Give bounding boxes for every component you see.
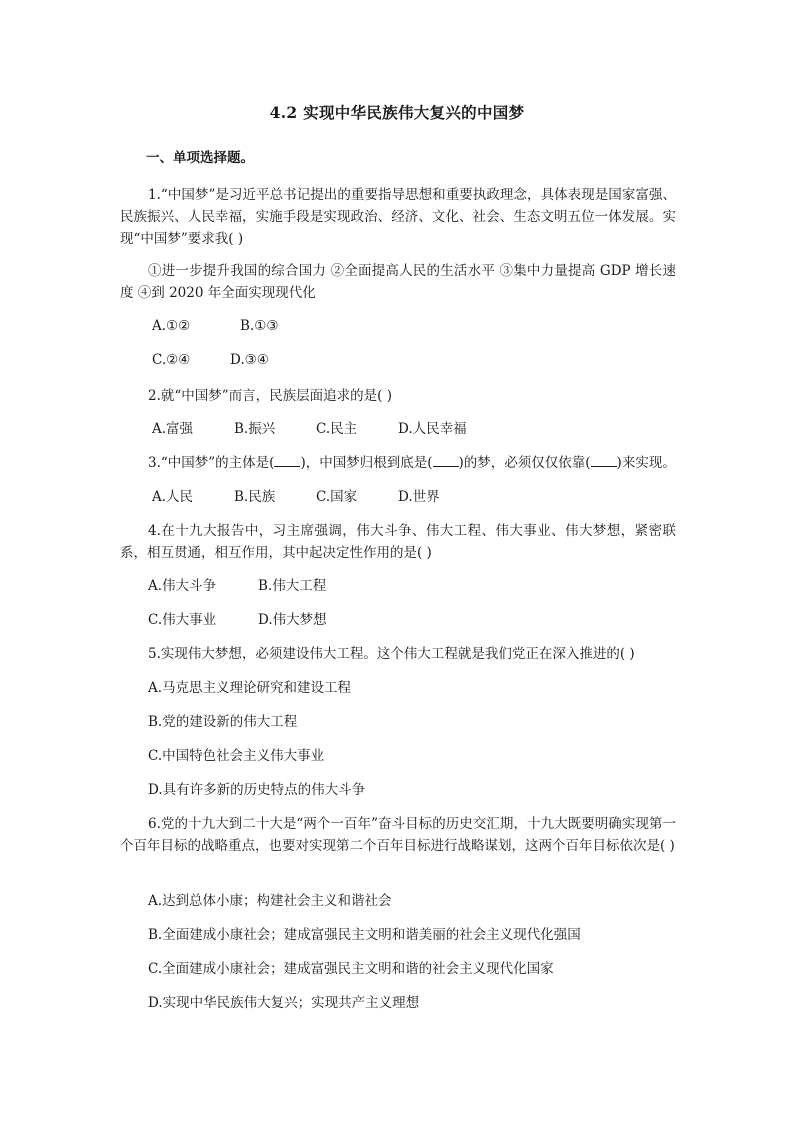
option-b[interactable]: B.伟大工程 [258,578,327,594]
question-5-stem: 5.实现伟大梦想，必须建设伟大工程。这个伟大工程就是我们党正在深入推进的( ) [148,646,635,662]
option-a[interactable]: A.人民 [152,489,194,505]
option-c[interactable]: C.全面建成小康社会；建成富强民主文明和谐的社会主义现代化国家 [148,961,554,977]
option-d[interactable]: D.具有许多新的历史特点的伟大斗争 [148,782,366,798]
option-b[interactable]: B.党的建设新的伟大工程 [148,714,298,730]
option-a[interactable]: A.①② [152,318,191,334]
option-c[interactable]: C.②④ [152,352,191,368]
question-2-options [152,418,467,440]
option-d[interactable]: D.③④ [230,352,269,368]
option-d[interactable]: D.伟大梦想 [258,612,327,628]
question-1-options-row-1 [152,315,278,337]
answer-blank[interactable] [591,454,617,467]
question-1-options-row-2 [152,349,269,371]
question-1-stem: 1.“中国梦”是习近平总书记提出的重要指导思想和重要执政理念，具体表现是国家富强、民族振兴、人民幸福，实施手段是实现政治、经济、文化、社会、生态文明五位一体发展。实现“中国梦”要求我( ) [120,187,676,247]
option-c[interactable]: C.伟大事业 [148,612,217,628]
question-6-stem: 6.党的十九大到二十大是“两个一百年”奋斗目标的历史交汇期，十九大既要明确实现第一个百年目标的战略重点，也要对实现第二个百年目标进行战略谋划，这两个百年目标依次是( ) [120,816,676,854]
option-d[interactable]: D.世界 [398,489,440,505]
option-b[interactable]: B.振兴 [234,421,276,437]
option-b[interactable]: B.民族 [234,489,276,505]
option-a[interactable]: A.伟大斗争 [148,578,217,594]
question-4-options-row-2 [148,609,327,631]
option-a[interactable]: A.马克思主义理论研究和建设工程 [148,680,352,696]
option-b[interactable]: B.全面建成小康社会；建成富强民主文明和谐美丽的社会主义现代化强国 [148,927,581,943]
page-title: 4.2 实现中华民族伟大复兴的中国梦 [269,103,525,122]
answer-blank[interactable] [274,454,300,467]
answer-blank[interactable] [433,454,459,467]
question-4-options-row-1 [148,575,326,597]
question-3-options [152,486,440,508]
question-4-stem: 4.在十九大报告中，习主席强调，伟大斗争、伟大工程、伟大事业、伟大梦想，紧密联系，相互贯通，相互作用，其中起决定性作用的是( ) [120,523,676,561]
option-a[interactable]: A.达到总体小康；构建社会主义和谐社会 [148,893,392,909]
option-d[interactable]: D.人民幸福 [398,421,467,437]
option-c[interactable]: C.中国特色社会主义伟大事业 [148,748,325,764]
question-2-stem: 2.就“中国梦”而言，民族层面追求的是( ) [148,388,393,404]
option-a[interactable]: A.富强 [152,421,194,437]
question-3-stem: 3.“中国梦”的主体是( )，中国梦归根到底是( )的梦，必须仅仅依靠( )来实现。 [148,455,676,471]
option-b[interactable]: B.①③ [240,318,279,334]
section-heading: 一、单项选择题。 [146,150,254,166]
option-c[interactable]: C.国家 [316,489,358,505]
option-c[interactable]: C.民主 [316,421,358,437]
option-d[interactable]: D.实现中华民族伟大复兴；实现共产主义理想 [148,995,420,1011]
question-1-items: ①进一步提升我国的综合国力 ②全面提高人民的生活水平 ③集中力量提高 GDP 增长速度 ④到 2020 年全面实现现代化 [120,263,676,301]
